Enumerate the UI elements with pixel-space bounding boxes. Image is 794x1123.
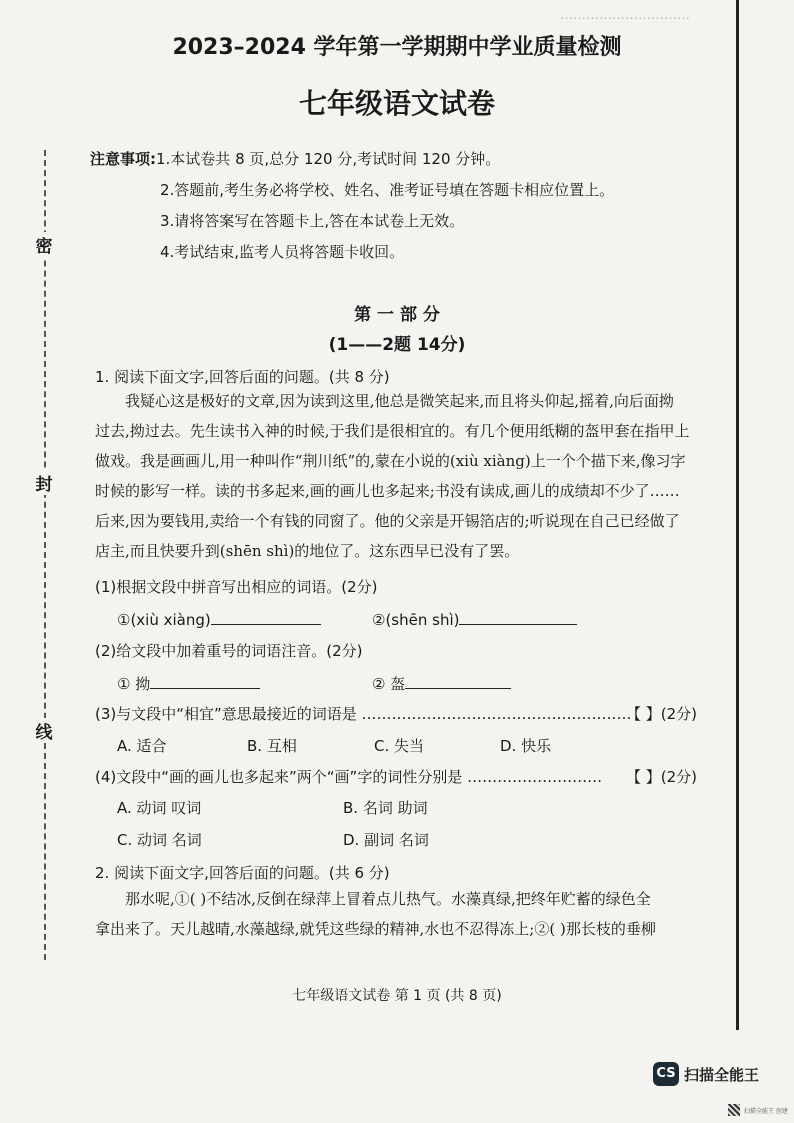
option-b[interactable]: B. 互相 bbox=[247, 737, 297, 755]
notice-lead: 注意事项: bbox=[90, 150, 156, 168]
sub1-b-label: ②(shēn shì) bbox=[372, 611, 460, 629]
option-d[interactable]: D. 快乐 bbox=[500, 737, 552, 755]
sub4-stem: (4)文段中“画的画儿也多起来”两个“画”字的词性分别是 ……………………… bbox=[95, 768, 603, 786]
option-a[interactable]: A. 适合 bbox=[117, 737, 167, 755]
notice-item: 1.本试卷共 8 页,总分 120 分,考试时间 120 分钟。 bbox=[156, 150, 501, 168]
sub2-a-label: ① 拗 bbox=[117, 675, 151, 693]
binding-char-xian: 线 bbox=[33, 718, 55, 743]
passage-line: 时候的影写一样。读的书多起来,画的画儿也多起来;书没有读成,画儿的成绩却不少了…… bbox=[95, 482, 680, 500]
binding-char-mi: 密 bbox=[33, 232, 55, 257]
passage-line: 做戏。我是画画儿,用一种叫作“荆川纸”的,蒙在小说的(xiù xiàng)上一个个描下来,像习字 bbox=[95, 452, 686, 470]
sub1-item-a bbox=[117, 608, 321, 629]
passage-line: 拿出来了。天儿越晴,水藻越绿,就凭这些绿的精神,水也不忍得冻上;②( )那长枝的垂柳 bbox=[95, 920, 656, 938]
binding-dashed-line bbox=[44, 150, 46, 960]
exam-title: 2023–2024 学年第一学期期中学业质量检测 bbox=[172, 35, 622, 60]
answer-blank[interactable] bbox=[459, 608, 577, 625]
question-2-stem: 2. 阅读下面文字,回答后面的问题。(共 6 分) bbox=[95, 864, 390, 882]
option-b[interactable]: B. 名词 助词 bbox=[343, 799, 428, 817]
camscanner-label: 扫描全能王 bbox=[684, 1066, 760, 1084]
scanner-credit: 扫描全能王 创建 bbox=[744, 1108, 788, 1115]
qr-code-icon bbox=[728, 1104, 740, 1116]
question-1-passage bbox=[95, 386, 717, 566]
exam-subtitle: 七年级语文试卷 bbox=[298, 87, 495, 120]
option-c[interactable]: C. 失当 bbox=[374, 737, 425, 755]
notice-item: 2.答题前,考生务必将学校、姓名、准考证号填在答题卡相应位置上。 bbox=[160, 181, 615, 199]
camscanner-logo-icon: CS bbox=[653, 1062, 679, 1086]
sub2-item-b bbox=[372, 672, 511, 694]
passage-line: 后来,因为要钱用,卖给一个有钱的同窗了。他的父亲是开锡箔店的;听说现在自己已经做了 bbox=[95, 512, 680, 530]
part-title: 第 一 部 分 bbox=[354, 305, 440, 325]
option-c[interactable]: C. 动词 名词 bbox=[117, 831, 202, 849]
binding-char-feng: 封 bbox=[33, 470, 55, 495]
notice-item: 3.请将答案写在答题卡上,答在本试卷上无效。 bbox=[160, 212, 465, 230]
page-edge-shadow bbox=[736, 0, 739, 1030]
sub2-item-a bbox=[117, 672, 260, 694]
bleed-through-text: ………………………… bbox=[560, 8, 690, 23]
sub1-a-label: ①(xiù xiàng) bbox=[117, 611, 211, 629]
notice-item: 4.考试结束,监考人员将答题卡收回。 bbox=[160, 243, 405, 261]
page-footer: 七年级语文试卷 第 1 页 (共 8 页) bbox=[292, 988, 502, 1004]
sub3-answer-bracket[interactable]: 【 】(2分) bbox=[626, 705, 698, 723]
answer-blank[interactable] bbox=[211, 608, 321, 625]
answer-blank[interactable] bbox=[150, 672, 260, 689]
question-2-passage bbox=[95, 884, 717, 944]
notice-block bbox=[90, 148, 614, 272]
sub1-item-b bbox=[372, 608, 577, 629]
part-range: (1——2题 14分) bbox=[328, 335, 466, 355]
sub1-stem: (1)根据文段中拼音写出相应的词语。(2分) bbox=[95, 578, 378, 596]
passage-line: 那水呢,①( )不结冰,反倒在绿萍上冒着点儿热气。水藻真绿,把终年贮蓄的绿色全 bbox=[125, 890, 651, 908]
passage-line: 店主,而且快要升到(shēn shì)的地位了。这东西早已没有了罢。 bbox=[95, 542, 520, 560]
option-a[interactable]: A. 动词 叹词 bbox=[117, 799, 202, 817]
passage-line: 我疑心这是极好的文章,因为读到这里,他总是微笑起来,而且将头仰起,摇着,向后面拗 bbox=[125, 392, 674, 410]
answer-blank[interactable] bbox=[405, 672, 511, 689]
sub2-b-label: ② 盔 bbox=[372, 675, 406, 693]
notice-row-1 bbox=[90, 148, 614, 179]
sub3-stem: (3)与文段中“相宜”意思最接近的词语是 ……………………………………………… bbox=[95, 705, 632, 723]
sub4-answer-bracket[interactable]: 【 】(2分) bbox=[626, 768, 698, 786]
sub2-stem: (2)给文段中加着重号的词语注音。(2分) bbox=[95, 642, 363, 660]
question-1-stem: 1. 阅读下面文字,回答后面的问题。(共 8 分) bbox=[95, 368, 390, 386]
passage-line: 过去,拗过去。先生读书入神的时候,于我们是很相宜的。有几个便用纸糊的盔甲套在指甲上 bbox=[95, 422, 690, 440]
option-d[interactable]: D. 副词 名词 bbox=[343, 831, 429, 849]
